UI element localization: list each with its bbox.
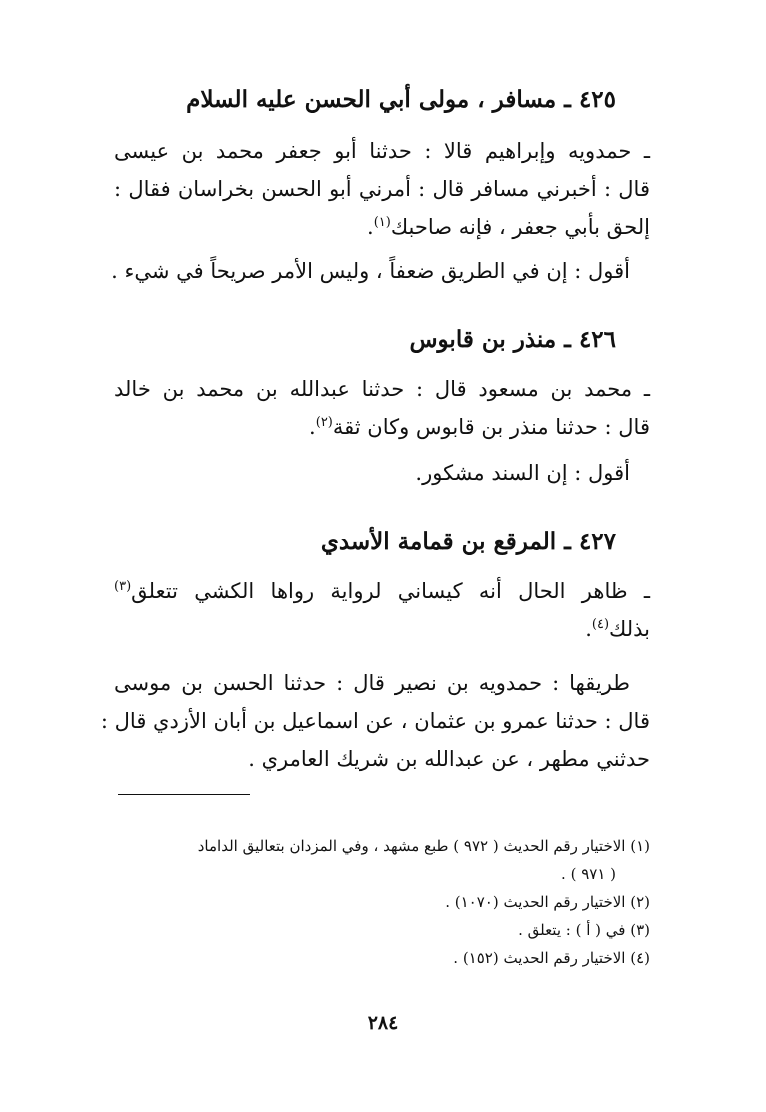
entry-427-path-line-2: قال : حدثنا عمرو بن عثمان ، عن اسماعيل بن أبان الأزدي قال : bbox=[100, 709, 650, 733]
entry-427-path bbox=[100, 664, 650, 778]
entry-425-line-3: إلحق بأبي جعفر ، فإنه صاحبك$^{(١)}$. bbox=[367, 215, 650, 239]
footnote-4: (٤) الاختيار رقم الحديث (١٥٢) . bbox=[453, 949, 650, 967]
footnote-ref-3: (٣) bbox=[114, 579, 132, 594]
footnote-1: (١) الاختيار رقم الحديث ( ٩٧٢ ) طبع مشهد ، وفي المزدان بتعاليق الداماد bbox=[197, 837, 650, 855]
entry-427-path-line-3: حدثني مطهر ، عن عبدالله بن شريك العامري . bbox=[248, 747, 650, 771]
footnote-1-continuation: ( ٩٧١ ) . bbox=[561, 865, 616, 883]
entry-427-line-1-text: ـ ظاهر الحال أنه كيساني لرواية رواها الكشي تتعلق bbox=[131, 579, 650, 603]
entry-427-line-2: بذلك$^{(٤)}$. bbox=[585, 617, 650, 641]
footnote-2: (٢) الاختيار رقم الحديث (١٠٧٠) . bbox=[445, 893, 650, 911]
entry-425-line-1: ـ حمدويه وإبراهيم قالا : حدثنا أبو جعفر محمد بن عيسى bbox=[114, 139, 650, 163]
footnote-ref-1: (١) bbox=[373, 215, 391, 230]
entry-425-heading: ٤٢٥ ـ مسافر ، مولى أبي الحسن عليه السلام bbox=[186, 86, 616, 113]
footnote-ref-4: (٤) bbox=[591, 617, 610, 632]
entry-426-comment-block bbox=[114, 454, 650, 492]
footnote-3: (٣) في ( أ ) : يتعلق . bbox=[518, 921, 650, 939]
entry-426-heading: ٤٢٦ ـ منذر بن قابوس bbox=[409, 326, 616, 353]
entry-425-comment-block bbox=[111, 252, 650, 290]
footnote-ref-2: (٢) bbox=[315, 415, 333, 430]
entry-425-line-2: قال : أخبرني مسافر قال : أمرني أبو الحسن بخراسان فقال : bbox=[114, 177, 650, 201]
entry-426-comment: أقول : إن السند مشكور. bbox=[415, 461, 630, 485]
footnotes bbox=[110, 832, 650, 972]
entry-427-line-2-text: بذلك bbox=[609, 617, 650, 641]
entry-426-line-2-text: قال : حدثنا منذر بن قابوس وكان ثقة bbox=[332, 415, 650, 439]
page-number: ٢٨٤ bbox=[367, 1012, 399, 1034]
entry-425-line-3-text: إلحق بأبي جعفر ، فإنه صاحبك bbox=[390, 215, 650, 239]
entry-426-text bbox=[114, 370, 650, 446]
entry-425-comment: أقول : إن في الطريق ضعفاً ، وليس الأمر صريحاً في شيء . bbox=[111, 259, 630, 283]
entry-427-path-line-1: طريقها : حمدويه بن نصير قال : حدثنا الحسن بن موسى bbox=[114, 671, 630, 695]
entry-425-text bbox=[114, 132, 650, 246]
footnote-separator bbox=[118, 794, 250, 795]
entry-427-text bbox=[114, 572, 650, 648]
entry-426-line-1: ـ محمد بن مسعود قال : حدثنا عبدالله بن محمد بن خالد bbox=[114, 377, 650, 401]
entry-427-heading: ٤٢٧ ـ المرقع بن قمامة الأسدي bbox=[320, 528, 616, 555]
entry-427-line-1 bbox=[114, 572, 650, 610]
entry-426-line-2: قال : حدثنا منذر بن قابوس وكان ثقة$^{(٢)}$. bbox=[309, 415, 650, 439]
